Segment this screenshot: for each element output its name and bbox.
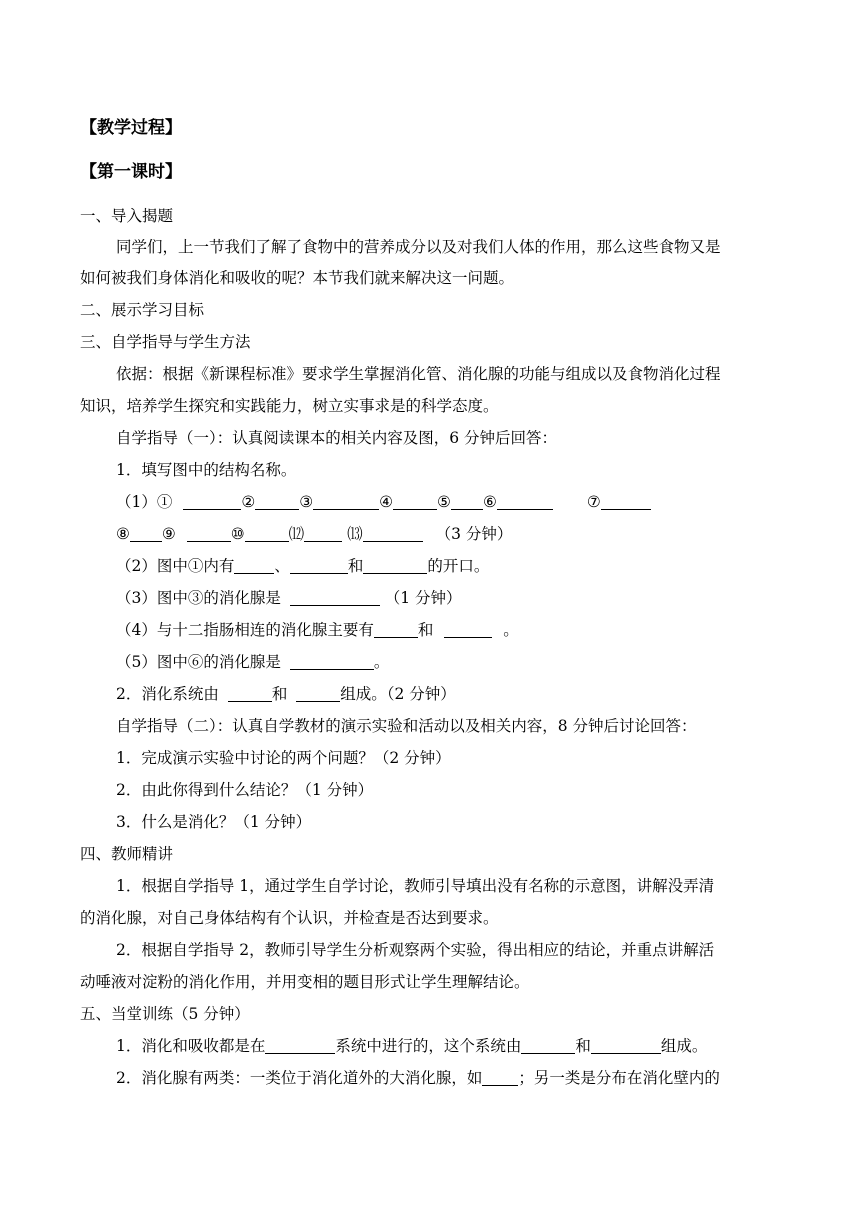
question-2 [116, 556, 489, 576]
label: 组成。 [660, 1037, 708, 1055]
label: ⑤ [437, 493, 451, 511]
label: 组成。（2 分钟） [340, 685, 456, 703]
question-1-row-a [116, 492, 651, 512]
guide-1-title: 自学指导（一）：认真阅读课本的相关内容及图，6 分钟后回答： [116, 429, 558, 447]
label: ⑥ [482, 493, 497, 511]
guide-2-question-1: 1．完成演示实验中讨论的两个问题？（2 分钟） [116, 749, 451, 767]
blank [363, 525, 423, 542]
guide-2-title: 自学指导（二）：认真自学教材的演示实验和活动以及相关内容，8 分钟后讨论回答： [116, 717, 697, 735]
label: 系统中进行的，这个系统由 [335, 1037, 522, 1055]
label: 的开口。 [427, 557, 490, 575]
section-2-title: 二、展示学习目标 [80, 301, 205, 319]
label: （5）图中⑥的消化腺是 [116, 653, 281, 671]
lecture-1-line-1: 1．根据自学指导 1，通过学生自学讨论，教师引导填出没有名称的示意图，讲解没弄清 [116, 877, 715, 895]
heading-first-lesson: 【第一课时】 [80, 162, 182, 182]
question-4 [116, 620, 519, 640]
section-1-title: 一、导入揭题 [80, 207, 174, 225]
intro-paragraph-line-1: 同学们，上一节我们了解了食物中的营养成分以及对我们人体的作用，那么这些食物又是 [116, 238, 721, 256]
blank [290, 653, 374, 670]
blank [304, 525, 342, 542]
blank [290, 589, 380, 606]
label: 。 [503, 621, 519, 639]
blank [296, 685, 340, 702]
intro-paragraph-line-2: 如何被我们身体消化和吸收的呢？本节我们就来解决这一问题。 [80, 269, 515, 287]
label: 、 [274, 557, 290, 575]
label: 和 [347, 557, 364, 575]
blank [255, 493, 299, 510]
label: ⑨ [161, 525, 176, 543]
blank [482, 1069, 518, 1086]
label: 2．消化腺有两类：一类位于消化道外的大消化腺，如 [116, 1069, 483, 1087]
question-1-row-b [116, 524, 512, 544]
blank [187, 525, 231, 542]
label: ⒀ [347, 525, 363, 543]
label: ⑧ [116, 525, 130, 543]
blank [290, 557, 348, 574]
label: ⑦ [586, 493, 601, 511]
label: ⑿ [288, 525, 305, 543]
label: ；另一类是分布在消化壁内的 [518, 1069, 720, 1087]
blank [444, 621, 492, 638]
blank [245, 525, 289, 542]
blank [130, 525, 162, 542]
label: 。 [373, 653, 390, 671]
label: （1 分钟） [384, 589, 462, 607]
blank [234, 557, 274, 574]
label: （4）与十二指肠相连的消化腺主要有 [116, 621, 374, 639]
label: 和 [575, 1037, 591, 1055]
question-5 [116, 652, 389, 672]
label: ⑩ [230, 525, 245, 543]
label: ④ [379, 493, 394, 511]
label: 2．消化系统由 [116, 685, 219, 703]
lecture-1-line-2: 的消化腺，对自己身体结构有个认识，并检查是否达到要求。 [80, 909, 499, 927]
heading-teaching-process: 【教学过程】 [80, 118, 182, 138]
label: 和 [271, 685, 288, 703]
blank [497, 493, 553, 510]
blank [451, 493, 483, 510]
guide-2-question-3: 3．什么是消化？（1 分钟） [116, 813, 312, 831]
label: ③ [299, 493, 314, 511]
label: （3）图中③的消化腺是 [116, 589, 281, 607]
section-5-title: 五、当堂训练（5 分钟） [80, 1005, 250, 1023]
label: （1）① [116, 493, 173, 511]
exercise-1 [116, 1036, 707, 1056]
label: 和 [417, 621, 434, 639]
blank [393, 493, 437, 510]
blank [591, 1037, 661, 1054]
exercise-2 [116, 1068, 720, 1088]
blank [183, 493, 241, 510]
section-4-title: 四、教师精讲 [80, 845, 174, 863]
section-3-title: 三、自学指导与学生方法 [80, 333, 251, 351]
blank [521, 1037, 575, 1054]
label: （3 分钟） [435, 525, 513, 543]
label: 1．消化和吸收都是在 [116, 1037, 266, 1055]
blank [265, 1037, 335, 1054]
question-3 [116, 588, 462, 608]
label: （2）图中①内有 [116, 557, 235, 575]
question-1: 1．填写图中的结构名称。 [116, 461, 297, 479]
blank [601, 493, 651, 510]
blank [374, 621, 418, 638]
question-6 [116, 684, 456, 704]
lecture-2-line-2: 动唾液对淀粉的消化作用，并用变相的题目形式让学生理解结论。 [80, 973, 530, 991]
blank [363, 557, 427, 574]
basis-line-2: 知识，培养学生探究和实践能力，树立实事求是的科学态度。 [80, 397, 499, 415]
basis-line-1: 依据：根据《新课程标准》要求学生掌握消化管、消化腺的功能与组成以及食物消化过程 [116, 365, 721, 383]
label: ② [241, 493, 256, 511]
blank [228, 685, 272, 702]
lecture-2-line-1: 2．根据自学指导 2，教师引导学生分析观察两个实验，得出相应的结论，并重点讲解活 [116, 941, 715, 959]
guide-2-question-2: 2．由此你得到什么结论？（1 分钟） [116, 781, 374, 799]
blank [313, 493, 379, 510]
